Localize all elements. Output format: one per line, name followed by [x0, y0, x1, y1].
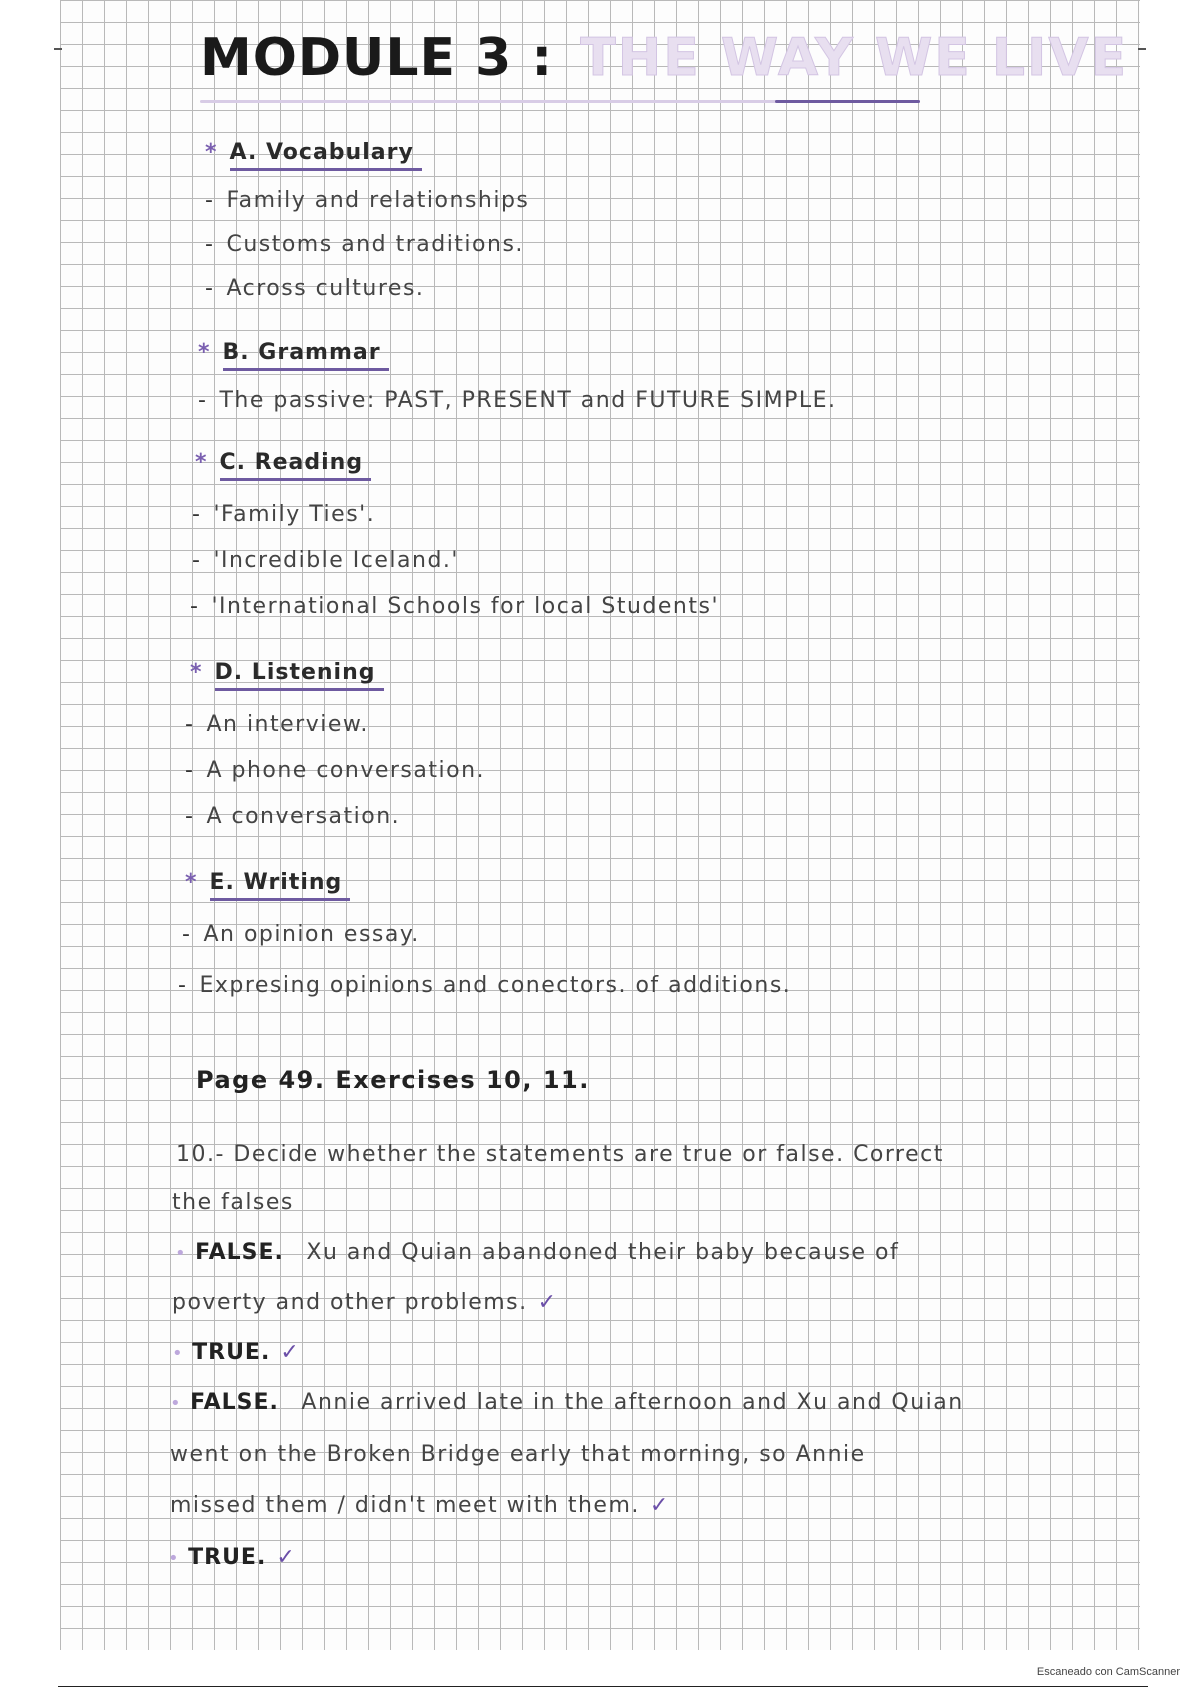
list-item: - 'Family Ties'.	[192, 502, 376, 527]
dash-icon: -	[192, 548, 202, 573]
list-item: - An opinion essay.	[182, 922, 420, 947]
dash-icon: -	[185, 804, 195, 829]
answer-continuation: missed them / didn't meet with them. ✓	[170, 1493, 670, 1518]
list-item: - Across cultures.	[205, 276, 425, 301]
dash-icon: -	[192, 502, 202, 527]
list-item: - A phone conversation.	[185, 758, 486, 783]
list-item: - The passive: PAST, PRESENT and FUTURE SIMPLE.	[198, 388, 837, 413]
check-icon: ✓	[280, 1340, 301, 1365]
dash-icon: -	[205, 188, 215, 213]
check-icon: ✓	[537, 1290, 558, 1315]
answer-continuation: went on the Broken Bridge early that morning, so Annie	[170, 1442, 866, 1467]
title-underline-accent	[775, 100, 920, 103]
section-heading-grammar: * B. Grammar	[198, 340, 389, 365]
exercise-instruction: 10.- Decide whether the statements are true or false. Correct	[176, 1142, 944, 1167]
bullet-icon: •	[168, 1548, 181, 1569]
bullet-icon: •	[175, 1243, 188, 1264]
star-icon: *	[198, 340, 211, 365]
check-icon: ✓	[649, 1493, 670, 1518]
exercise-instruction-cont: the falses	[172, 1190, 294, 1215]
section-heading-reading: * C. Reading	[195, 450, 371, 475]
dash-icon: -	[198, 388, 208, 413]
dash-icon: -	[178, 973, 188, 998]
answer-item: • TRUE. ✓	[172, 1340, 301, 1365]
footer-divider	[58, 1686, 1148, 1687]
dash-icon: -	[190, 594, 200, 619]
module-title: MODULE 3 :	[200, 28, 554, 88]
answer-item: • TRUE. ✓	[168, 1545, 297, 1570]
list-item: - 'International Schools for local Students'	[190, 594, 720, 619]
dash-icon: -	[185, 712, 195, 737]
scanner-watermark: Escaneado con CamScanner	[1036, 1666, 1180, 1678]
star-icon: *	[185, 870, 198, 895]
check-icon: ✓	[276, 1545, 297, 1570]
star-icon: *	[205, 140, 218, 165]
dash-icon: -	[205, 276, 215, 301]
list-item: - Expresing opinions and conectors. of additions.	[178, 973, 792, 998]
answer-continuation: poverty and other problems. ✓	[172, 1290, 558, 1315]
answer-item: • FALSE. Annie arrived late in the afternoon and Xu and Quian	[170, 1390, 964, 1415]
list-item: - Customs and traditions.	[205, 232, 524, 257]
list-item: - Family and relationships	[205, 188, 530, 213]
section-heading-writing: * E. Writing	[185, 870, 350, 895]
section-heading-listening: * D. Listening	[190, 660, 384, 685]
list-item: - A conversation.	[185, 804, 401, 829]
dash-icon: -	[185, 758, 195, 783]
answer-item: • FALSE. Xu and Quian abandoned their baby because of	[175, 1240, 900, 1265]
list-item: - 'Incredible Iceland.'	[192, 548, 459, 573]
page-title	[200, 28, 1128, 98]
exercise-page-reference: Page 49. Exercises 10, 11.	[196, 1066, 590, 1094]
bullet-icon: •	[172, 1343, 185, 1364]
scan-edge-mark-right	[1138, 48, 1146, 50]
star-icon: *	[190, 660, 203, 685]
list-item: - An interview.	[185, 712, 369, 737]
dash-icon: -	[205, 232, 215, 257]
bullet-icon: •	[170, 1393, 183, 1414]
scan-edge-mark-left	[54, 48, 62, 50]
star-icon: *	[195, 450, 208, 475]
dash-icon: -	[182, 922, 192, 947]
module-subtitle: THE WAY WE LIVE	[580, 28, 1129, 88]
section-heading-vocabulary: * A. Vocabulary	[205, 140, 422, 165]
